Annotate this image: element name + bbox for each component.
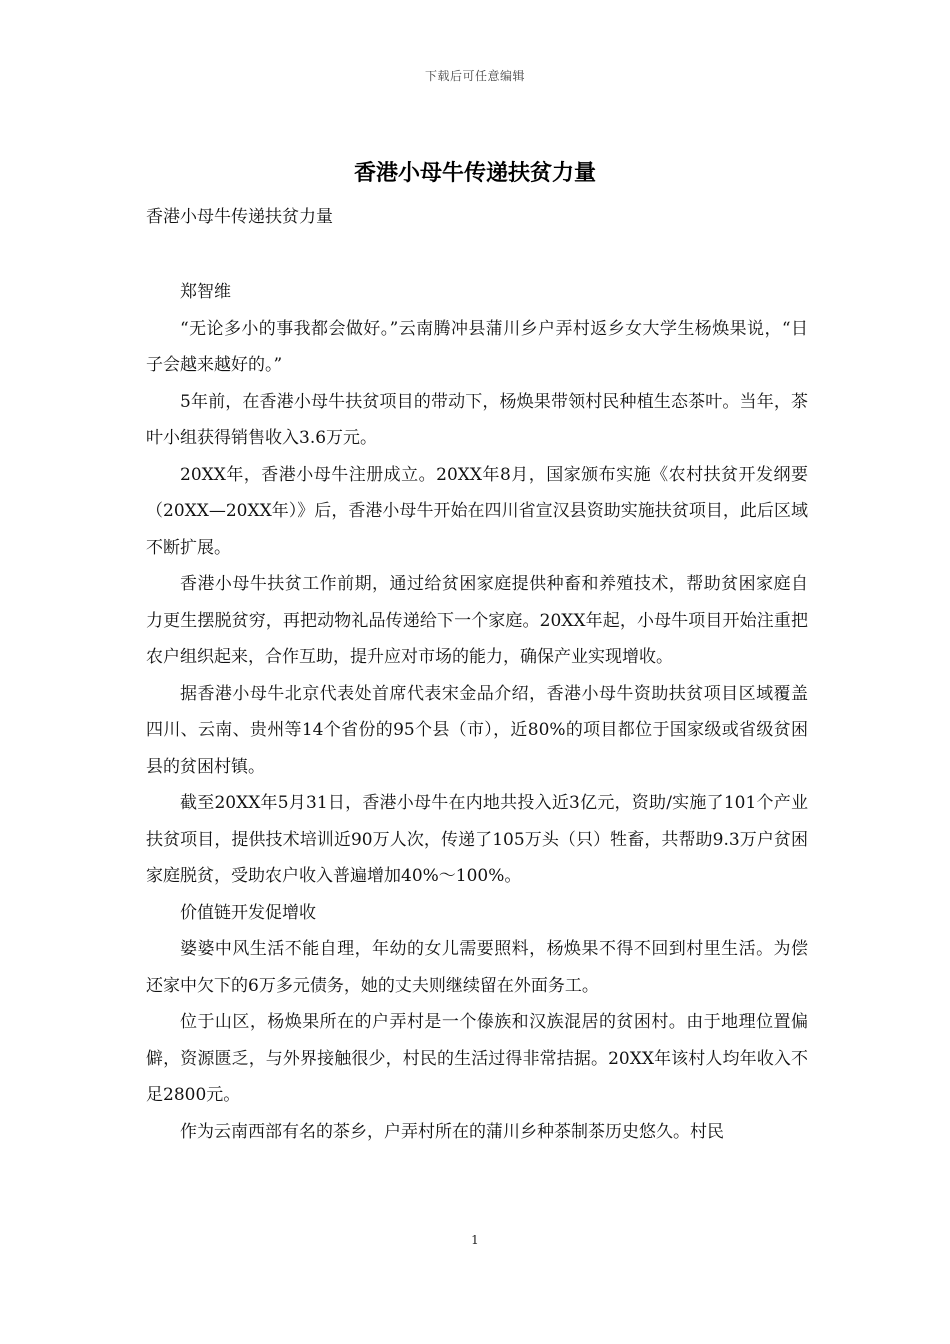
paragraph: 20XX年，香港小母牛注册成立。20XX年8月，国家颁布实施《农村扶贫开发纲要（20XX—20XX年）》后，香港小母牛开始在四川省宣汉县资助实施扶贫项目，此后区域不断扩展。 bbox=[146, 464, 808, 558]
document-subtitle: 香港小母牛传递扶贫力量 bbox=[146, 207, 333, 227]
page-number: 1 bbox=[471, 1233, 479, 1247]
paragraph: 位于山区，杨焕果所在的户弄村是一个傣族和汉族混居的贫困村。由于地理位置偏僻，资源匮乏，与外界接触很少，村民的生活过得非常拮据。20XX年该村人均年收入不足2800元。 bbox=[146, 1012, 808, 1105]
paragraph: 5年前，在香港小母牛扶贫项目的带动下，杨焕果带领村民种植生态茶叶。当年，茶叶小组获得销售收入3.6万元。 bbox=[146, 391, 808, 448]
paragraph: 截至20XX年5月31日，香港小母牛在内地共投入近3亿元，资助/实施了101个产业扶贫项目，提供技术培训近90万人次，传递了105万头（只）牲畜，共帮助9.3万户贫困家庭脱贫，受助农户收入普遍增加40%～100%。 bbox=[146, 793, 808, 886]
section-heading: 价值链开发促增收 bbox=[180, 902, 316, 923]
document-title: 香港小母牛传递扶贫力量 bbox=[353, 160, 596, 186]
paragraph: 作为云南西部有名的茶乡，户弄村所在的蒲川乡种茶制茶历史悠久。村民 bbox=[180, 1121, 724, 1142]
paragraph: 婆婆中风生活不能自理，年幼的女儿需要照料，杨焕果不得不回到村里生活。为偿还家中欠下的6万多元债务，她的丈夫则继续留在外面务工。 bbox=[146, 939, 808, 996]
header-note: 下载后可任意编辑 bbox=[424, 69, 525, 83]
article-body bbox=[146, 274, 808, 1150]
paragraph: “无论多小的事我都会做好。”云南腾冲县蒲川乡户弄村返乡女大学生杨焕果说，“日子会越来越好的。” bbox=[146, 318, 808, 375]
paragraph: 香港小母牛扶贫工作前期，通过给贫困家庭提供种畜和养殖技术，帮助贫困家庭自力更生摆脱贫穷，再把动物礼品传递给下一个家庭。20XX年起，小母牛项目开始注重把农户组织起来，合作互助，提升应对市场的能力，确保产业实现增收。 bbox=[146, 574, 808, 667]
paragraph: 据香港小母牛北京代表处首席代表宋金品介绍，香港小母牛资助扶贫项目区域覆盖四川、云南、贵州等14个省份的95个县（市），近80%的项目都位于国家级或省级贫困县的贫困村镇。 bbox=[146, 683, 808, 777]
author-line: 郑智维 bbox=[180, 282, 231, 302]
